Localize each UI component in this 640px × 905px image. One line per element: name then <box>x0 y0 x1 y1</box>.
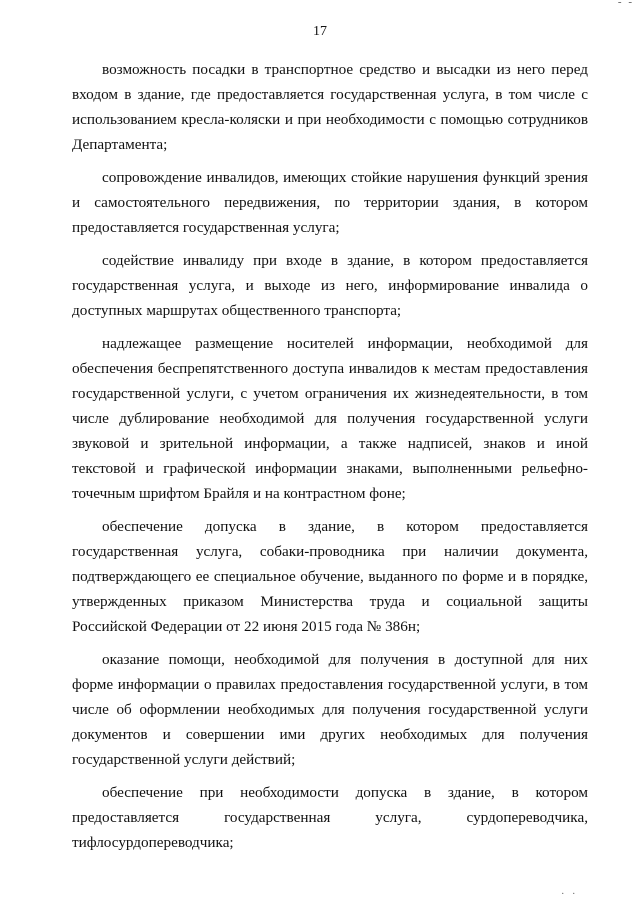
paragraph-information-placement: надлежащее размещение носителей информации, необходимой для обеспечения беспрепятственного доступа инвалидов к местам предоставления государственной услуги, с учетом ограничения их жизнедеятельности, в том числе дублирование необходимой для получения государственной услуги звуковой и зрительной информации, а также надписей, знаков и иной текстовой и графической информации знаками, выполненными рельефно-точечным шрифтом Брайля и на контрастном фоне; <box>72 335 588 502</box>
paragraph-information-help: оказание помощи, необходимой для получения в доступной для них форме информации о правилах предоставления государственной услуги, в том числе об оформлении необходимых для получения государственной услуги документов и совершении ими других необходимых для получения государственной услуги действий; <box>72 651 588 768</box>
document-body <box>72 57 588 863</box>
bottom-scan-mark: . . <box>561 886 578 897</box>
paragraph-interpreter-admission: обеспечение при необходимости допуска в здание, в котором предоставляется государственная услуга, сурдопереводчика, тифлосурдопереводчика; <box>72 784 588 851</box>
corner-scan-mark: - - <box>617 0 634 8</box>
paragraph-escort-visually-impaired: сопровождение инвалидов, имеющих стойкие нарушения функций зрения и самостоятельного передвижения, по территории здания, в котором предоставляется государственная услуга; <box>72 169 588 236</box>
page-number: 17 <box>313 24 327 39</box>
paragraph-guide-dog-admission: обеспечение допуска в здание, в котором предоставляется государственная услуга, собаки-проводника при наличии документа, подтверждающего ее специальное обучение, выданного по форме и в порядке, утвержденных приказом Министерства труда и социальной защиты Российской Федерации от 22 июня 2015 года № 386н; <box>72 518 588 635</box>
paragraph-entry-assistance: содействие инвалиду при входе в здание, в котором предоставляется государственная услуга, и выходе из него, информирование инвалида о доступных маршрутах общественного транспорта; <box>72 252 588 319</box>
paragraph-boarding-assistance: возможность посадки в транспортное средство и высадки из него перед входом в здание, где предоставляется государственная услуга, в том числе с использованием кресла-коляски и при необходимости с помощью сотрудников Департамента; <box>72 61 588 153</box>
